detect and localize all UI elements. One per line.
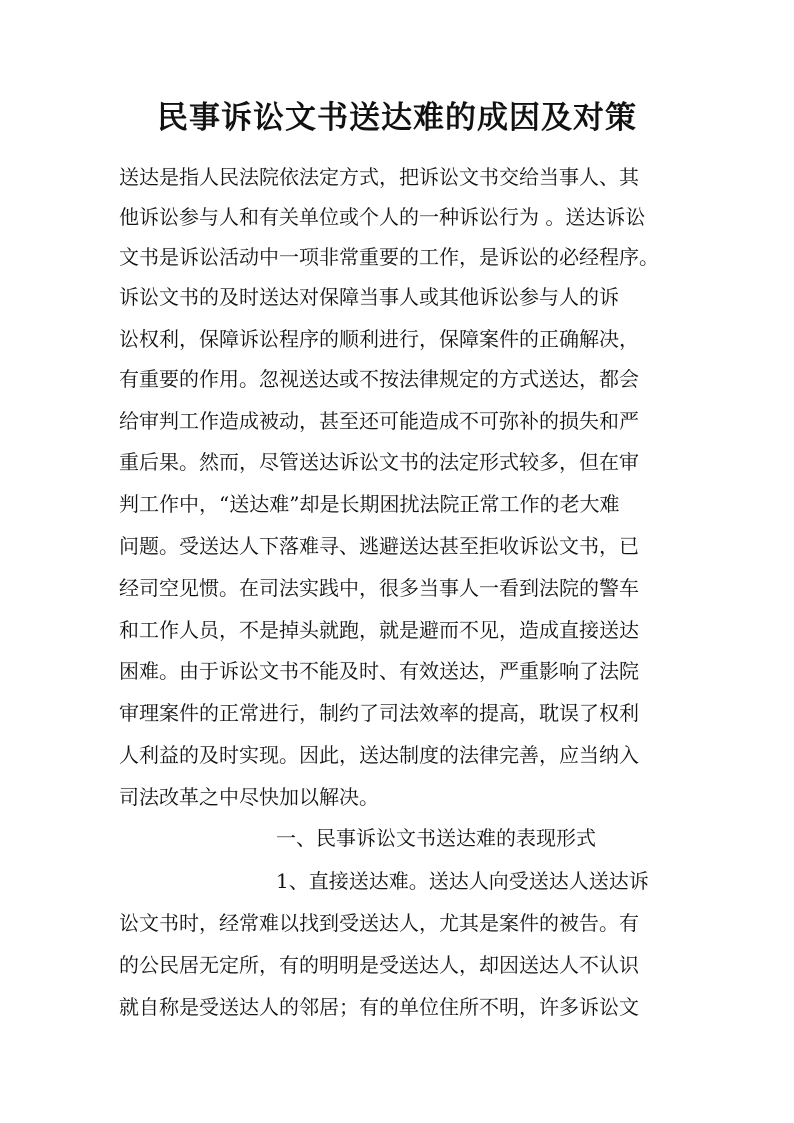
paragraph-line: 问题。受送达人下落难寻、逃避送达甚至拒收诉讼文书，已 [119,534,639,558]
paragraph-line: 审理案件的正常进行，制约了司法效率的提高，耽误了权利 [119,701,639,725]
paragraph-line: 经司空见惯。在司法实践中，很多当事人一看到法院的警车 [119,576,639,600]
paragraph-line: 有重要的作用。忽视送达或不按法律规定的方式送达，都会 [119,367,639,391]
paragraph-line: 人利益的及时实现。因此，送达制度的法律完善，应当纳入 [119,743,639,767]
paragraph-line: 讼文书时，经常难以找到受送达人，尤其是案件的被告。有 [119,911,639,935]
paragraph-line: 的公民居无定所，有的明明是受送达人，却因送达人不认识 [119,953,639,977]
paragraph-line: 讼权利，保障诉讼程序的顺利进行，保障案件的正确解决， [119,327,639,351]
paragraph-line: 就自称是受送达人的邻居；有的单位住所不明，许多诉讼文 [119,995,639,1019]
paragraph-line: 送达是指人民法院依法定方式，把诉讼文书交给当事人、其 [119,165,639,189]
paragraph-line: 司法改革之中尽快加以解决。 [119,785,379,809]
paragraph-line: 诉讼文书的及时送达对保障当事人或其他诉讼参与人的诉 [119,285,619,309]
paragraph-line: 他诉讼参与人和有关单位或个人的一种诉讼行为 。送达诉讼 [119,205,646,229]
paragraph-line: 文书是诉讼活动中一项非常重要的工作，是诉讼的必经程序。 [119,245,659,269]
paragraph-line: 给审判工作造成被动，甚至还可能造成不可弥补的损失和严 [119,409,639,433]
paragraph-line: 1、直接送达难。送达人向受送达人送达诉 [276,869,649,893]
paragraph-line: 判工作中，“送达难”却是长期困扰法院正常工作的老大难 [119,492,620,516]
document-title: 民事诉讼文书送达难的成因及对策 [157,100,637,136]
paragraph-line: 困难。由于诉讼文书不能及时、有效送达，严重影响了法院 [119,659,639,683]
paragraph-line: 和工作人员，不是掉头就跑，就是避而不见，造成直接送达 [119,618,639,642]
paragraph-line: 重后果。然而，尽管送达诉讼文书的法定形式较多，但在审 [119,450,639,474]
section-heading: 一、民事诉讼文书送达难的表现形式 [276,826,596,850]
